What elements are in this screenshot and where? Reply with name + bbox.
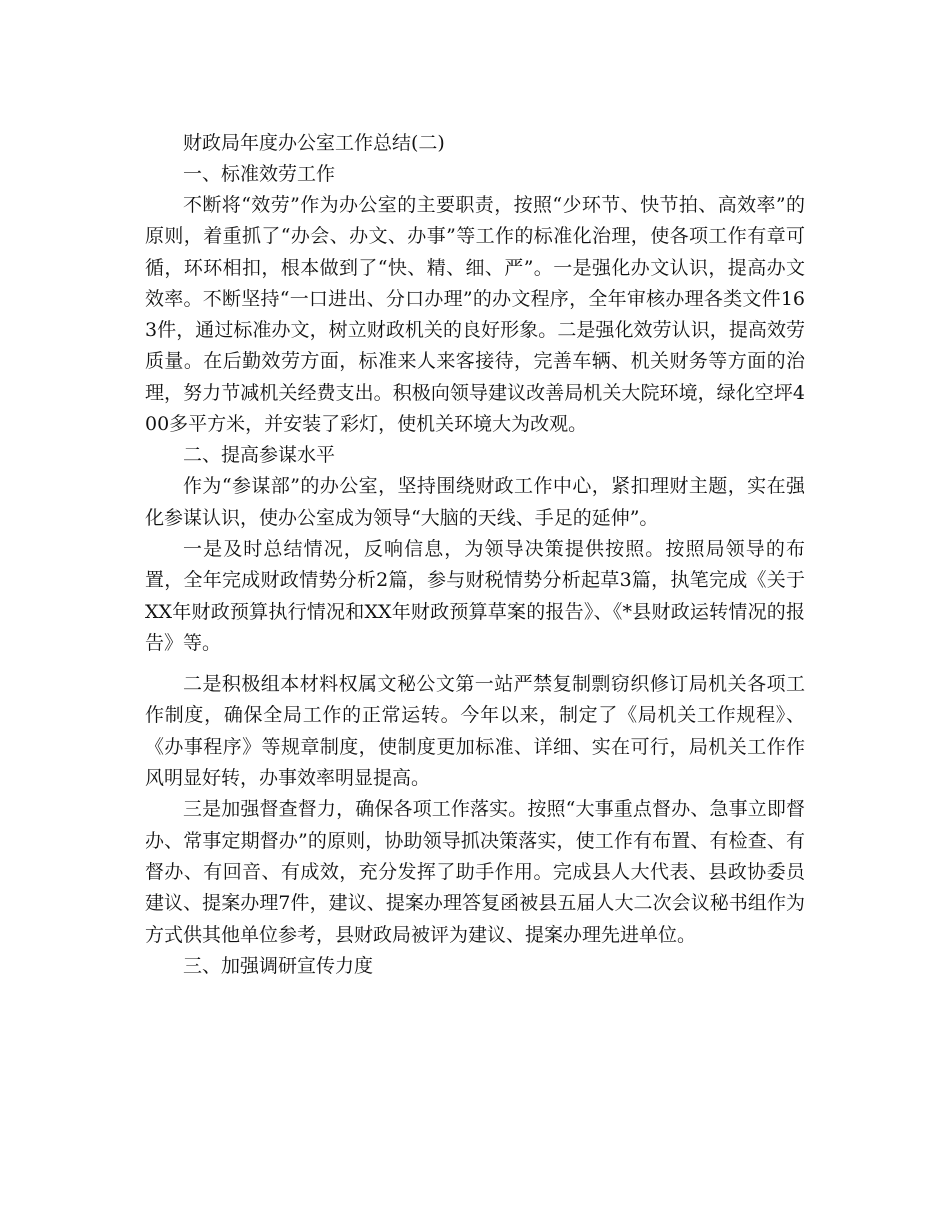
body-paragraph-5: 三是加强督查督力，确保各项工作落实。按照“大事重点督办、急事立即督办、常事定期督办”的原则，协助领导抓决策落实，使工作有布置、有检查、有督办、有回音、有成效，充分发挥了助手作用。完成县人大代表、县政协委员建议、提案办理7件，建议、提案办理答复函被县五届人大二次会议秘书组作为方式供其他单位参考，县财政局被评为建议、提案办理先进单位。 (145, 798, 805, 946)
body-paragraph-4: 二是积极组本材料权属文秘公文第一站严禁复制剽窃织修订局机关各项工作制度，确保全局工作的正常运转。今年以来，制定了《局机关工作规程》、《办事程序》等规章制度，使制度更加标准、详细、实在可行，局机关工作作风明显好转，办事效率明显提高。 (145, 673, 805, 790)
body-paragraph-3: 一是及时总结情况，反响信息，为领导决策提供按照。按照局领导的布置，全年完成财政情势分析2篇，参与财税情势分析起草3篇，执笔完成《关于XX年财政预算执行情况和XX年财政预算草案的报告》、《*县财政运转情况的报告》等。 (145, 537, 805, 654)
section-heading-2: 二、提高参谋水平 (183, 444, 336, 467)
section-heading-3: 三、加强调研宣传力度 (183, 954, 374, 977)
document-title: 财政局年度办公室工作总结(二) (183, 132, 445, 154)
body-paragraph-2: 作为“参谋部”的办公室，坚持围绕财政工作中心，紧扣理财主题，实在强化参谋认识，使办公室成为领导“大脑的天线、手足的延伸”。 (145, 475, 805, 529)
section-heading-1: 一、标准效劳工作 (183, 163, 336, 185)
document-body (145, 128, 805, 982)
body-paragraph-1: 不断将“效劳”作为办公室的主要职责，按照“少环节、快节拍、高效率”的原则，着重抓了“办会、办文、办事”等工作的标准化治理，使各项工作有章可循，环环相扣，根本做到了“快、精、细、严”。一是强化办文认识，提高办文效率。不断坚持“一口进出、分口办理”的办文程序，全年审核办理各类文件163件，通过标准办文，树立财政机关的良好形象。二是强化效劳认识，提高效劳质量。在后勤效劳方面，标准来人来客接待，完善车辆、机关财务等方面的治理，努力节减机关经费支出。积极向领导建议改善局机关大院环境，绿化空坪400多平方米，并安装了彩灯，使机关环境大为改观。 (145, 194, 805, 436)
